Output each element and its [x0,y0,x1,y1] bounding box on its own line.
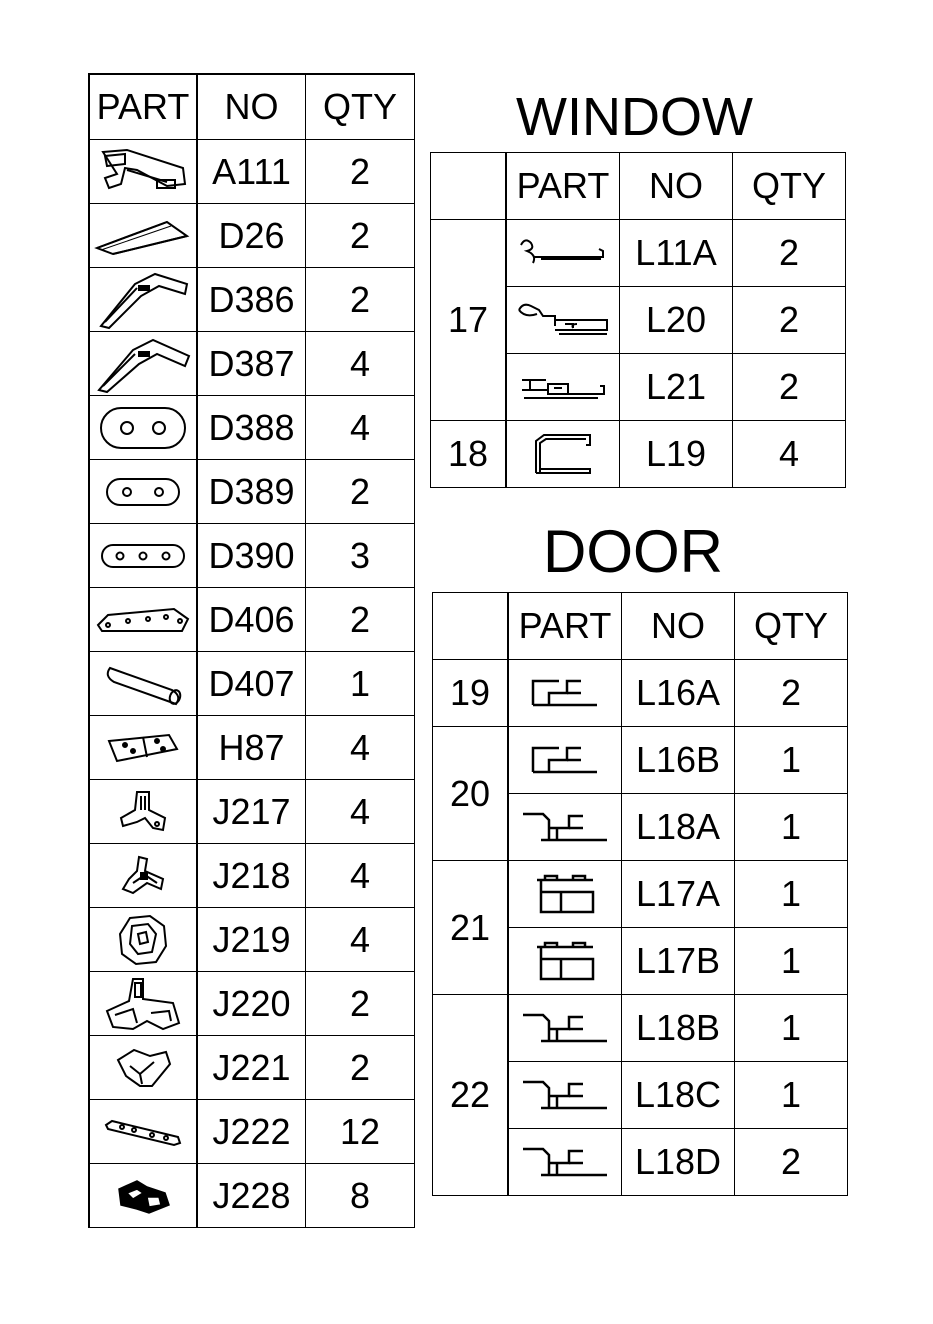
part-number: J228 [197,1164,306,1228]
profile-l18-icon [508,1062,622,1129]
header-qty: QTY [735,593,848,660]
part-number: D388 [197,396,306,460]
table-row [89,780,415,844]
header-group-blank [431,153,507,220]
part-qty: 2 [306,460,415,524]
table-row [89,204,415,268]
connector-icon [89,780,197,844]
table-header-row [431,153,846,220]
part-qty: 2 [733,287,846,354]
table-row [89,716,415,780]
profile-l16-icon [508,727,622,794]
group-label: 21 [433,861,509,995]
part-qty: 3 [306,524,415,588]
table-row [433,727,848,794]
group-label: 17 [431,220,507,421]
table-row [89,140,415,204]
flat-bar-icon [89,1100,197,1164]
table-row [433,861,848,928]
header-part: PART [508,593,622,660]
window-parts-table [430,152,846,488]
table-row [89,396,415,460]
part-number: L18B [622,995,735,1062]
profile-l20-icon [506,287,620,354]
part-qty: 2 [306,1036,415,1100]
group-label: 18 [431,421,507,488]
part-number: D406 [197,588,306,652]
header-qty: QTY [733,153,846,220]
table-row [89,1036,415,1100]
part-qty: 4 [733,421,846,488]
part-qty: 2 [306,204,415,268]
part-number: L21 [620,354,733,421]
door-section-title: DOOR [543,518,723,585]
part-number: L18C [622,1062,735,1129]
table-row [89,1164,415,1228]
profile-l18-icon [508,1129,622,1196]
clip-icon [89,1164,197,1228]
header-group-blank [433,593,509,660]
parts-table [88,73,415,1228]
profile-l16-icon [508,660,622,727]
part-qty: 2 [733,220,846,287]
part-qty: 4 [306,332,415,396]
part-number: J219 [197,908,306,972]
part-qty: 8 [306,1164,415,1228]
profile-l21-icon [506,354,620,421]
part-qty: 2 [306,588,415,652]
profile-l17-icon [508,861,622,928]
part-number: D26 [197,204,306,268]
table-row [89,1100,415,1164]
part-qty: 12 [306,1100,415,1164]
part-number: L20 [620,287,733,354]
header-no: NO [622,593,735,660]
part-qty: 1 [306,652,415,716]
part-qty: 2 [306,140,415,204]
group-label: 22 [433,995,509,1196]
table-row [89,460,415,524]
part-qty: 2 [733,354,846,421]
part-number: L18A [622,794,735,861]
profile-l18-icon [508,995,622,1062]
part-qty: 1 [735,995,848,1062]
part-qty: 4 [306,396,415,460]
table-row [89,524,415,588]
part-qty: 4 [306,780,415,844]
table-row [431,220,846,287]
part-qty: 1 [735,794,848,861]
part-number: D407 [197,652,306,716]
bracket-part-icon [89,140,197,204]
part-number: J218 [197,844,306,908]
table-row [89,652,415,716]
part-number: D390 [197,524,306,588]
door-parts-table [432,592,848,1196]
two-hole-plate-icon [89,396,197,460]
tee-connector-icon [89,972,197,1036]
header-qty: QTY [306,74,415,140]
ridge-cap-part-icon [89,204,197,268]
table-row [89,268,415,332]
part-number: D389 [197,460,306,524]
table-row [89,332,415,396]
header-part: PART [506,153,620,220]
table-row [89,844,415,908]
part-qty: 2 [735,660,848,727]
part-number: L18D [622,1129,735,1196]
group-label: 20 [433,727,509,861]
hinge-icon [89,716,197,780]
part-qty: 2 [306,972,415,1036]
part-number: J220 [197,972,306,1036]
part-qty: 1 [735,1062,848,1129]
table-row [89,588,415,652]
three-way-connector-icon [89,844,197,908]
three-hole-plate-icon [89,524,197,588]
part-number: D386 [197,268,306,332]
profile-l18-icon [508,794,622,861]
table-header-row [433,593,848,660]
header-no: NO [197,74,306,140]
header-no: NO [620,153,733,220]
part-number: A111 [197,140,306,204]
part-qty: 2 [735,1129,848,1196]
corner-connector-icon [89,908,197,972]
tube-icon [89,652,197,716]
group-label: 19 [433,660,509,727]
part-number: J217 [197,780,306,844]
table-row [433,660,848,727]
part-number: L17A [622,861,735,928]
profile-l17-icon [508,928,622,995]
two-hole-plate-small-icon [89,460,197,524]
profile-l19-icon [506,421,620,488]
part-qty: 1 [735,928,848,995]
table-row [431,421,846,488]
part-number: J222 [197,1100,306,1164]
long-strap-icon [89,588,197,652]
curved-arm-part-icon [89,268,197,332]
table-row [433,995,848,1062]
part-qty: 1 [735,861,848,928]
part-qty: 4 [306,844,415,908]
part-qty: 2 [306,268,415,332]
window-section-title: WINDOW [516,87,753,147]
angle-connector-icon [89,1036,197,1100]
part-number: H87 [197,716,306,780]
part-number: D387 [197,332,306,396]
part-number: L19 [620,421,733,488]
header-part: PART [89,74,197,140]
part-number: L17B [622,928,735,995]
part-number: L11A [620,220,733,287]
part-qty: 4 [306,716,415,780]
table-row [89,972,415,1036]
part-qty: 1 [735,727,848,794]
part-number: J221 [197,1036,306,1100]
curved-arm-part-icon [89,332,197,396]
table-header-row [89,74,415,140]
table-row [89,908,415,972]
part-number: L16A [622,660,735,727]
part-qty: 4 [306,908,415,972]
part-number: L16B [622,727,735,794]
profile-l11a-icon [506,220,620,287]
